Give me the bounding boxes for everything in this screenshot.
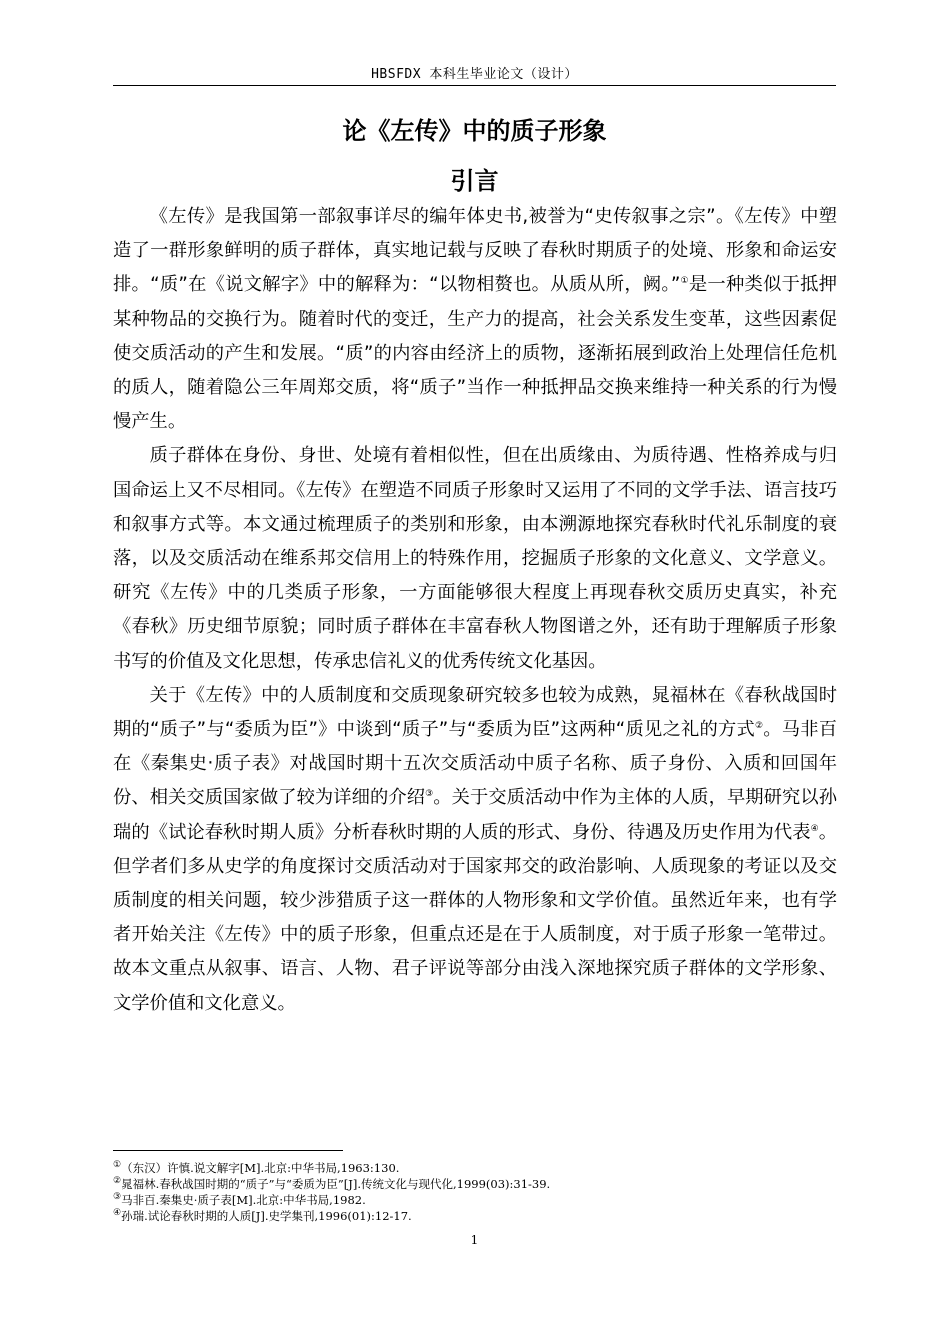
footnote-mark: ③ (113, 1192, 122, 1203)
footnote-ref-4: ④ (810, 823, 819, 834)
footnote-text: 孙瑞.试论春秋时期的人质[J].史学集刊,1996(01):12-17. (121, 1209, 412, 1223)
page-title: 论《左传》中的质子形象 (342, 117, 607, 145)
header-rule (113, 85, 836, 86)
paragraph-1-part-a: 《左传》是我国第一部叙事详尽的编年体史书,被誉为“史传叙事之宗”。《左传》中塑造了一群形象鲜明的质子群体，真实地记载与反映了春秋时期质子的处境、形象和命运安排。“质”在《说文解字》中的解释为：“以物相赘也。从质从所，阙。” (113, 206, 837, 296)
paragraph-3-part-c: 。关于交质活动中作为主体的人质，早期研究以孙瑞的《试论春秋时期人质》分析春秋时期的人质的形式、身份、待遇及历史作用为代表 (113, 787, 838, 843)
footnote-rule (113, 1150, 343, 1151)
footnote-text: （东汉）许慎.说文解字[M].北京:中华书局,1963:130. (121, 1161, 400, 1175)
paragraph-3-part-d: 。但学者们多从史学的角度探讨交质活动对于国家邦交的政治影响、人质现象的考证以及交质制度的相关问题，较少涉猎质子这一群体的人物形象和文学价值。虽然近年来，也有学者开始关注《左传》中的质子形象，但重点还是在于人质制度，对于质子形象一笔带过。故本文重点从叙事、语言、人物、君子评说等部分由浅入深地探究质子群体的文学形象、文学价值和文化意义。 (113, 821, 838, 1014)
footnote-ref-3: ③ (425, 789, 434, 800)
footnote-ref-2: ② (754, 720, 764, 731)
footnote (113, 1176, 837, 1192)
footnote-mark: ① (113, 1160, 122, 1171)
page-number: 1 (470, 1233, 479, 1247)
footnote (113, 1208, 837, 1224)
paragraph-3-part-a: 关于《左传》中的人质制度和交质现象研究较多也较为成熟，晁福林在《春秋战国时期的“质子”与“委质为臣”》中谈到“质子”与“委质为臣”这两种“质见之礼的方式 (113, 684, 837, 741)
paragraph-2: 质子群体在身份、身世、处境有着相似性，但在出质缘由、为质待遇、性格养成与归国命运上又不尽相同。《左传》在塑造不同质子形象时又运用了不同的文学手法、语言技巧和叙事方式等。本文通过梳理质子的类别和形象，由本溯源地探究春秋时代礼乐制度的衰落，以及交质活动在维系邦交信用上的特殊作用，挖掘质子形象的文化意义、文学意义。研究《左传》中的几类质子形象，一方面能够很大程度上再现春秋交质历史真实，补充《春秋》历史细节原貌；同时质子群体在丰富春秋人物图谱之外，还有助于理解质子形象书写的价值及文化思想，传承忠信礼义的优秀传统文化基因。 (113, 445, 837, 672)
footnote-text: 晁福林.春秋战国时期的“质子”与“委质为臣”[J].传统文化与现代化,1999(03):31-39. (121, 1177, 551, 1191)
paragraph-3 (113, 679, 837, 1021)
paragraph-1-part-b: 是一种类似于抵押某种物品的交换行为。随着时代的变迁，生产力的提高，社会关系发生变革，这些因素促使交质活动的产生和发展。“质”的内容由经济上的质物，逐渐拓展到政治上处理信任危机的质人，随着隐公三年周郑交质，将“质子”当作一种抵押品交换来维持一种关系的行为慢慢产生。 (113, 274, 837, 433)
footnotes (113, 1160, 837, 1224)
body-text (113, 200, 837, 1021)
footnote-ref-1: ① (680, 276, 689, 287)
footnote-text: 马非百.秦集史·质子表[M].北京:中华书局,1982. (121, 1193, 366, 1207)
footnote-mark: ② (113, 1176, 122, 1187)
footnote (113, 1192, 837, 1208)
paragraph-1 (113, 200, 837, 439)
footnote (113, 1160, 837, 1176)
footnote-mark: ④ (113, 1208, 122, 1219)
section-title: 引言 (450, 167, 499, 195)
paragraph-3-part-b: 。马非百在《秦集史·质子表》对战国时期十五次交质活动中质子名称、质子身份、入质和回国年份、相关交质国家做了较为详细的介绍 (113, 719, 837, 809)
running-header: HBSFDX 本科生毕业论文（设计） (371, 67, 578, 82)
